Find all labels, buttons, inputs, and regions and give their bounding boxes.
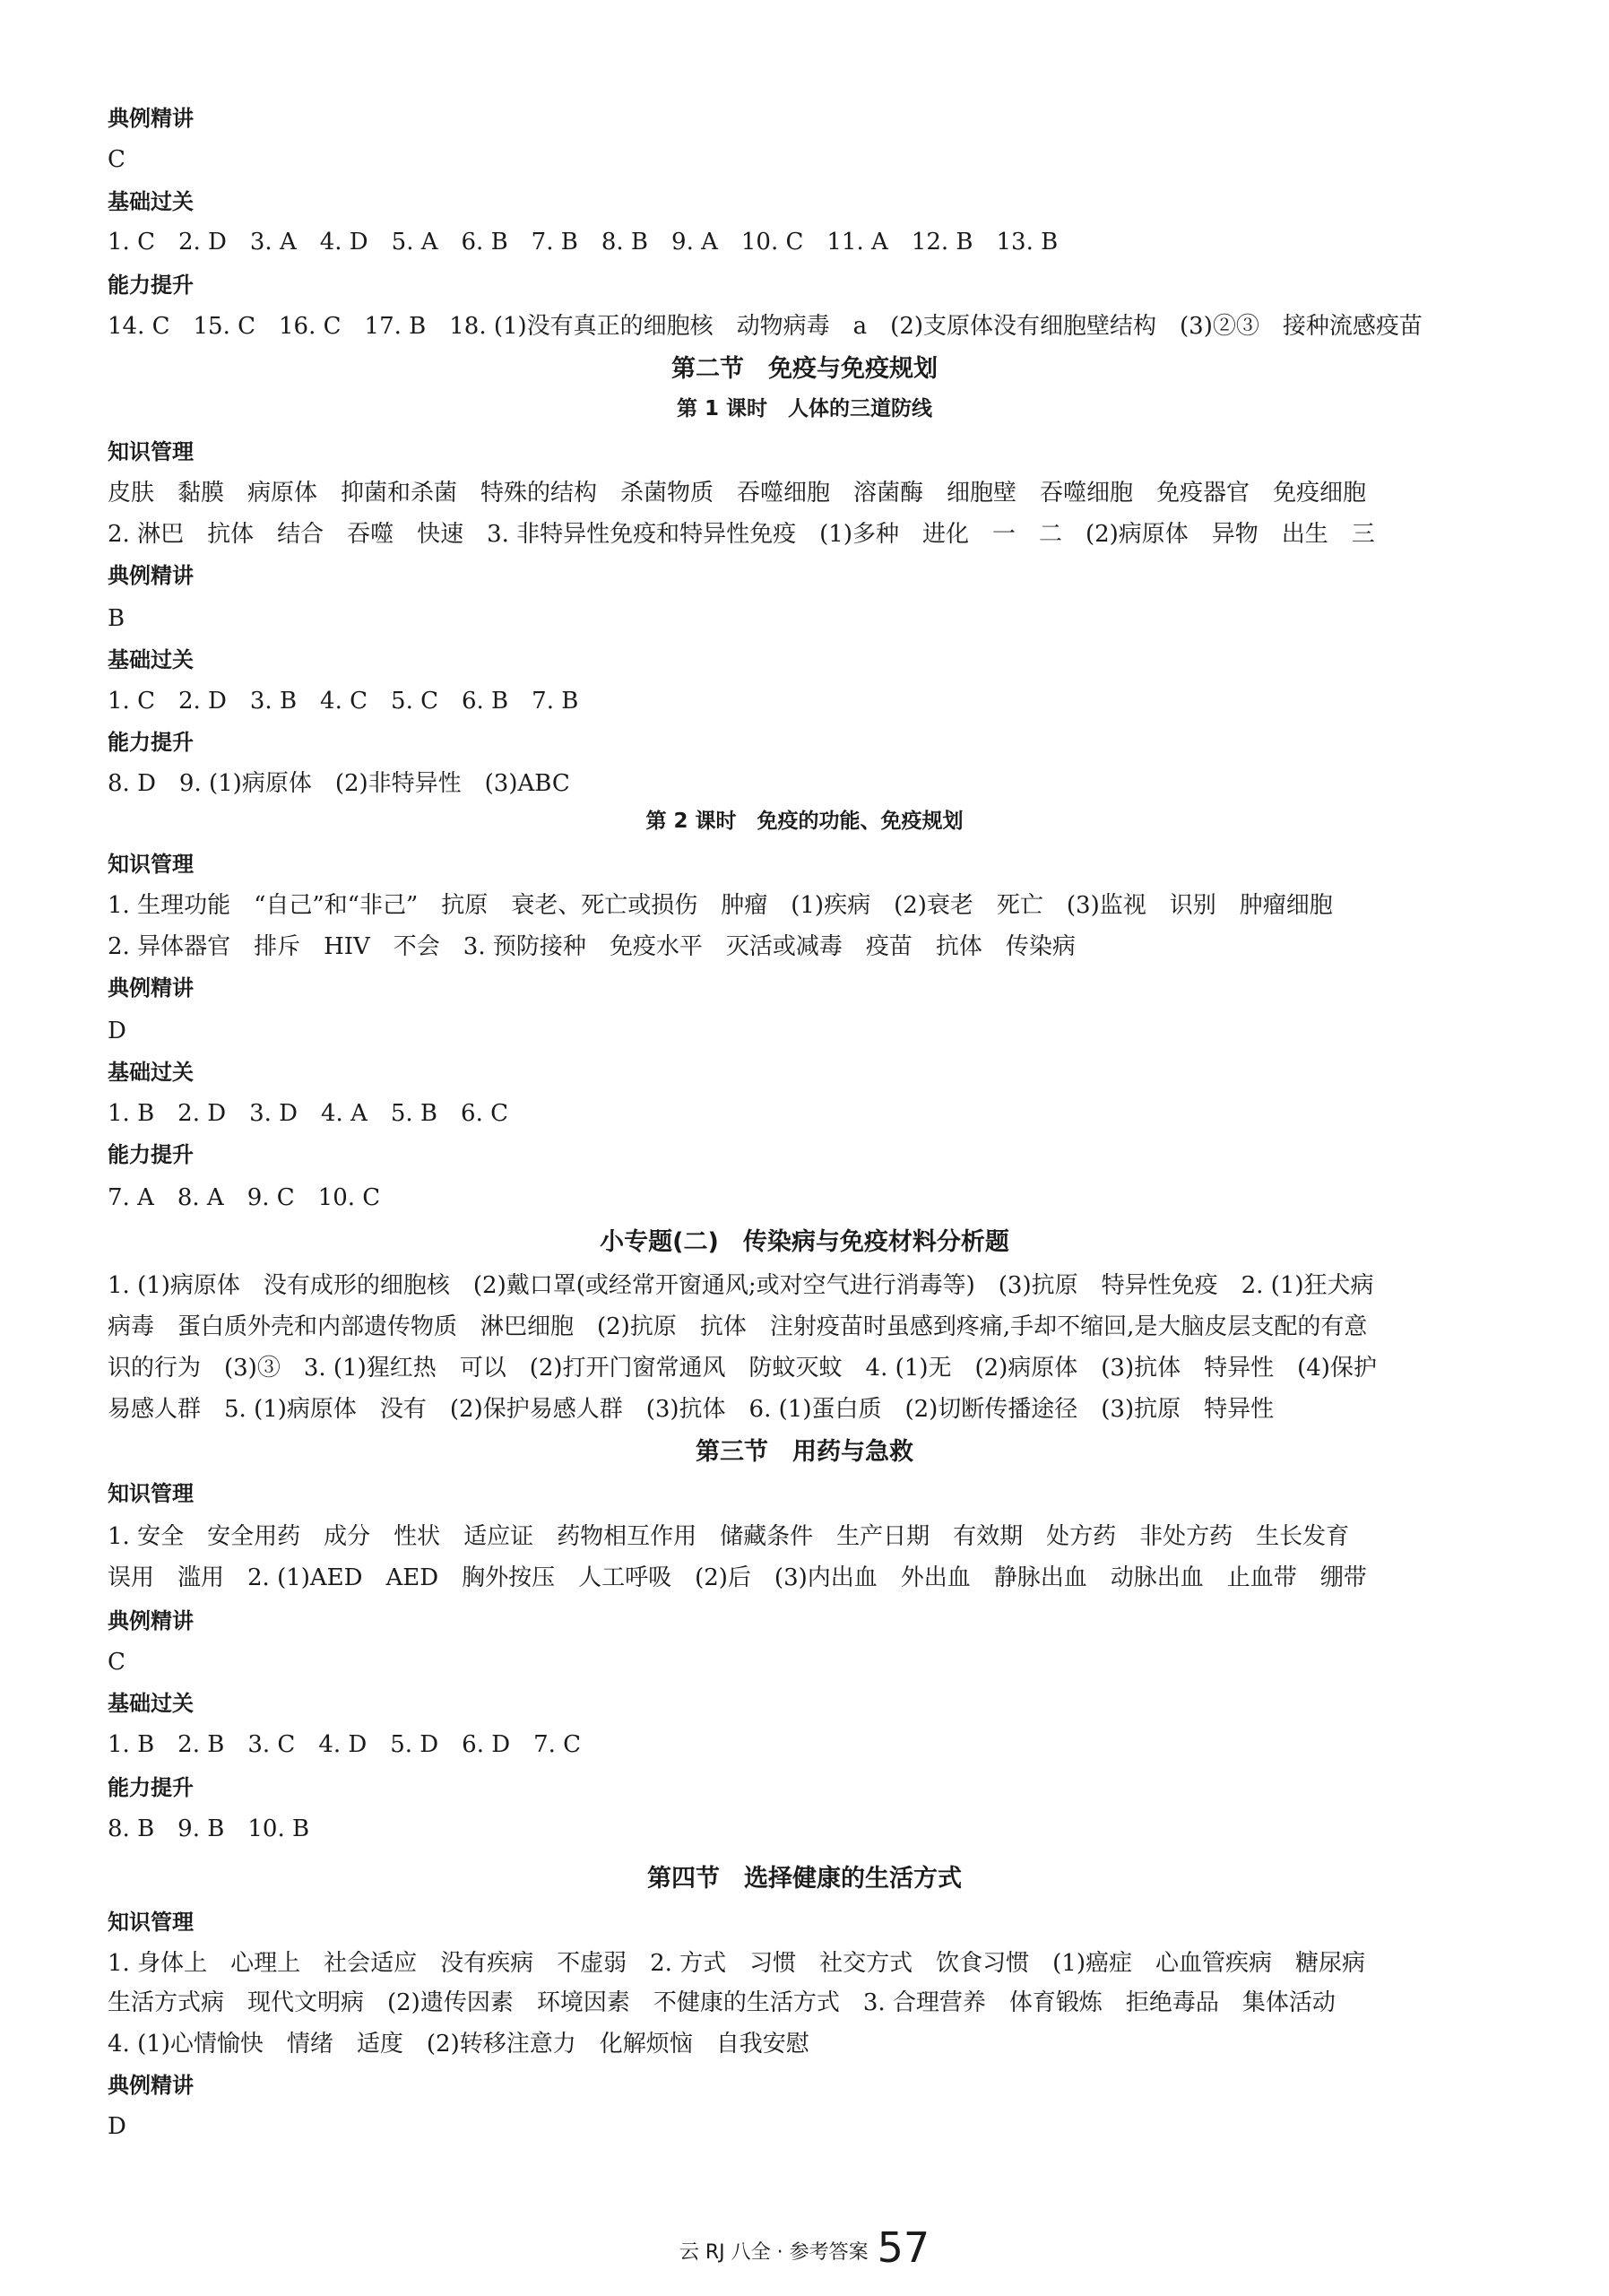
block-label: 典例精讲 [108,106,194,131]
answer-line: 1. C 2. D 3. B 4. C 5. C 6. B 7. B [108,688,579,715]
answer-line: 8. D 9. (1)病原体 (2)非特异性 (3)ABC [108,770,570,797]
block-label: 知识管理 [108,852,194,877]
answer-line: 2. 异体器官 排斥 HIV 不会 3. 预防接种 免疫水平 灭活或减毒 疫苗 抗体 传染病 [108,933,1076,960]
block-label: 知识管理 [108,1910,194,1935]
block-label: 基础过关 [108,189,194,214]
block-label: 能力提升 [108,730,194,755]
section-title: 第二节 免疫与免疫规划 [671,355,938,383]
answer-line: 皮肤 黏膜 病原体 抑菌和杀菌 特殊的结构 杀菌物质 吞噬细胞 溶菌酶 细胞壁 吞噬细胞 免疫器官 免疫细胞 [108,480,1367,507]
answer-line: 识的行为 (3)③ 3. (1)猩红热 可以 (2)打开门窗常通风 防蚊灭蚊 4. (1)无 (2)病原体 (3)抗体 特异性 (4)保护 [108,1355,1377,1382]
lesson-title: 第 2 课时 免疫的功能、免疫规划 [645,810,964,833]
block-label: 能力提升 [108,273,194,298]
answer-line: 易感人群 5. (1)病原体 没有 (2)保护易感人群 (3)抗体 6. (1)蛋白质 (2)切断传播途径 (3)抗原 特异性 [108,1396,1275,1423]
section-title: 小专题(二) 传染病与免疫材料分析题 [600,1228,1009,1256]
block-label: 典例精讲 [108,975,194,1001]
answer-line: C [108,1649,125,1676]
answer-line: 1. 生理功能 “自己”和“非己” 抗原 衰老、死亡或损伤 肿瘤 (1)疾病 (2)衰老 死亡 (3)监视 识别 肿瘤细胞 [108,892,1333,919]
answer-line: 8. B 9. B 10. B [108,1815,310,1842]
block-label: 知识管理 [108,439,194,464]
block-label: 典例精讲 [108,1608,194,1633]
block-label: 基础过关 [108,1691,194,1716]
block-label: 典例精讲 [108,2073,194,2098]
block-label: 典例精讲 [108,563,194,588]
answer-line: 生活方式病 现代文明病 (2)遗传因素 环境因素 不健康的生活方式 3. 合理营养 体育锻炼 拒绝毒品 集体活动 [108,1989,1336,2016]
block-label: 基础过关 [108,647,194,672]
answer-line: D [108,1018,126,1044]
page-number: 57 [877,2223,930,2272]
answer-line: 7. A 8. A 9. C 10. C [108,1184,381,1211]
answer-line: C [108,146,125,173]
section-title: 第四节 选择健康的生活方式 [647,1865,962,1893]
answer-line: 1. (1)病原体 没有成形的细胞核 (2)戴口罩(或经常开窗通风;或对空气进行消毒等) (3)抗原 特异性免疫 2. (1)狂犬病 [108,1272,1374,1299]
block-label: 能力提升 [108,1142,194,1167]
section-title: 第三节 用药与急救 [696,1438,913,1466]
lesson-title: 第 1 课时 人体的三道防线 [676,397,933,420]
footer-text: 云 RJ 八全 · 参考答案 [679,2241,869,2264]
answer-line: 2. 淋巴 抗体 结合 吞噬 快速 3. 非特异性免疫和特异性免疫 (1)多种 进化 一 二 (2)病原体 异物 出生 三 [108,521,1375,548]
answer-line: B [108,605,125,632]
block-label: 能力提升 [108,1775,194,1800]
answer-line: 1. B 2. D 3. D 4. A 5. B 6. C [108,1100,509,1127]
page-footer [0,2223,1609,2272]
block-label: 知识管理 [108,1481,194,1506]
answer-line: 4. (1)心情愉快 情绪 适度 (2)转移注意力 化解烦恼 自我安慰 [108,2031,809,2058]
answer-line: 1. B 2. B 3. C 4. D 5. D 6. D 7. C [108,1731,582,1758]
answer-line: 1. 安全 安全用药 成分 性状 适应证 药物相互作用 储藏条件 生产日期 有效期 处方药 非处方药 生长发育 [108,1523,1350,1550]
answer-line: 14. C 15. C 16. C 17. B 18. (1)没有真正的细胞核 动物病毒 a (2)支原体没有细胞壁结构 (3)②③ 接种流感疫苗 [108,313,1423,340]
block-label: 基础过关 [108,1060,194,1085]
answer-line: 误用 滥用 2. (1)AED AED 胸外按压 人工呼吸 (2)后 (3)内出血 外出血 静脉出血 动脉出血 止血带 绷带 [108,1564,1367,1591]
answer-line: D [108,2113,126,2140]
answer-line: 1. C 2. D 3. A 4. D 5. A 6. B 7. B 8. B 9. A 10. C 11. A 12. B 13. B [108,229,1059,256]
answer-line: 1. 身体上 心理上 社会适应 没有疾病 不虚弱 2. 方式 习惯 社交方式 饮食习惯 (1)癌症 心血管疾病 糖尿病 [108,1950,1365,1977]
answer-line: 病毒 蛋白质外壳和内部遗传物质 淋巴细胞 (2)抗原 抗体 注射疫苗时虽感到疼痛,手却不缩回,是大脑皮层支配的有意 [108,1313,1368,1340]
